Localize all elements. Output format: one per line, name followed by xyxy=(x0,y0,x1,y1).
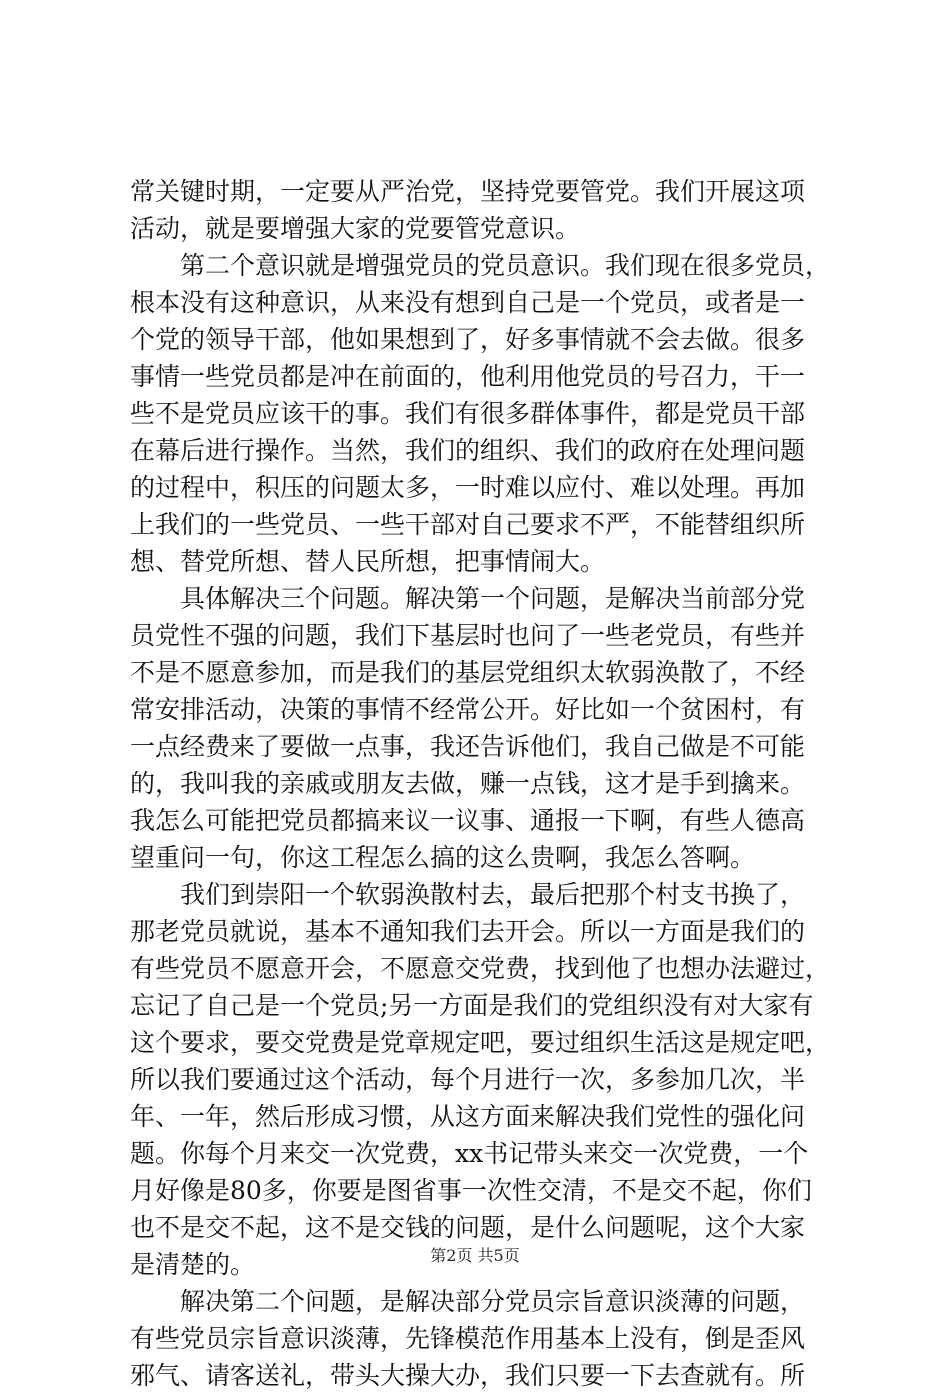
text-line: 的过程中，积压的问题太多，一时难以应付、难以处理。再加 xyxy=(130,473,806,502)
text-line: 解决第二个问题，是解决部分党员宗旨意识淡薄的问题， xyxy=(180,1287,806,1316)
text-line: 事情一些党员都是冲在前面的，他利用他党员的号召力，干一 xyxy=(130,362,806,391)
text-line: 第二个意识就是增强党员的党员意识。我们现在很多党员， xyxy=(180,251,831,280)
text-line: 我们到崇阳一个软弱涣散村去，最后把那个村支书换了， xyxy=(180,880,806,909)
text-line: 我怎么可能把党员都搞来议一议事、通报一下啊，有些人德高 xyxy=(130,806,806,835)
text-line: 具体解决三个问题。解决第一个问题，是解决当前部分党 xyxy=(180,584,806,613)
text-line: 望重问一句，你这工程怎么搞的这么贵啊，我怎么答啊。 xyxy=(130,843,756,872)
text-line: 是清楚的。 xyxy=(130,1250,256,1279)
text-line: 年、一年，然后形成习惯，从这方面来解决我们党性的强化问 xyxy=(130,1102,806,1131)
text-line: 邪气、请客送礼，带头大操大办，我们只要一下去查就有。所 xyxy=(130,1361,806,1390)
text-line: 所以我们要通过这个活动，每个月进行一次，多参加几次，半 xyxy=(130,1065,806,1094)
text-line: 的，我叫我的亲戚或朋友去做，赚一点钱，这才是手到擒来。 xyxy=(130,769,806,798)
text-line: 上我们的一些党员、一些干部对自己要求不严，不能替组织所 xyxy=(130,510,806,539)
text-line: 些不是党员应该干的事。我们有很多群体事件，都是党员干部 xyxy=(130,399,806,428)
text-line: 员党性不强的问题，我们下基层时也问了一些老党员，有些并 xyxy=(130,621,806,650)
text-line: 在幕后进行操作。当然，我们的组织、我们的政府在处理问题 xyxy=(130,436,806,465)
text-line: 不是不愿意参加，而是我们的基层党组织太软弱涣散了，不经 xyxy=(130,658,806,687)
text-line: 有些党员宗旨意识淡薄，先锋模范作用基本上没有，倒是歪风 xyxy=(130,1324,806,1353)
text-line: 有些党员不愿意开会，不愿意交党费，找到他了也想办法避过， xyxy=(130,954,831,983)
text-line: 个党的领导干部，他如果想到了，好多事情就不会去做。很多 xyxy=(130,325,806,354)
text-line: 也不是交不起，这不是交钱的问题，是什么问题呢，这个大家 xyxy=(130,1213,806,1242)
text-line: 那老党员就说，基本不通知我们去开会。所以一方面是我们的 xyxy=(130,917,806,946)
text-line: 活动，就是要增强大家的党要管党意识。 xyxy=(130,214,581,243)
text-line: 题。你每个月来交一次党费，xx书记带头来交一次党费，一个 xyxy=(130,1139,809,1168)
text-line: 这个要求，要交党费是党章规定吧，要过组织生活这是规定吧， xyxy=(130,1028,831,1057)
text-line: 常安排活动，决策的事情不经常公开。好比如一个贫困村，有 xyxy=(130,695,806,724)
text-line: 一点经费来了要做一点事，我还告诉他们，我自己做是不可能 xyxy=(130,732,806,761)
document-body xyxy=(130,173,830,1394)
text-line: 月好像是80多，你要是图省事一次性交清，不是交不起，你们 xyxy=(130,1176,812,1205)
text-line: 想、替党所想、替人民所想，把事情闹大。 xyxy=(130,547,606,576)
text-line: 根本没有这种意识，从来没有想到自己是一个党员，或者是一 xyxy=(130,288,806,317)
page-number-footer: 第2页 共5页 xyxy=(430,1246,520,1265)
text-line: 常关键时期，一定要从严治党，坚持党要管党。我们开展这项 xyxy=(130,177,806,206)
text-line: 忘记了自己是一个党员;另一方面是我们的党组织没有对大家有 xyxy=(130,991,814,1020)
